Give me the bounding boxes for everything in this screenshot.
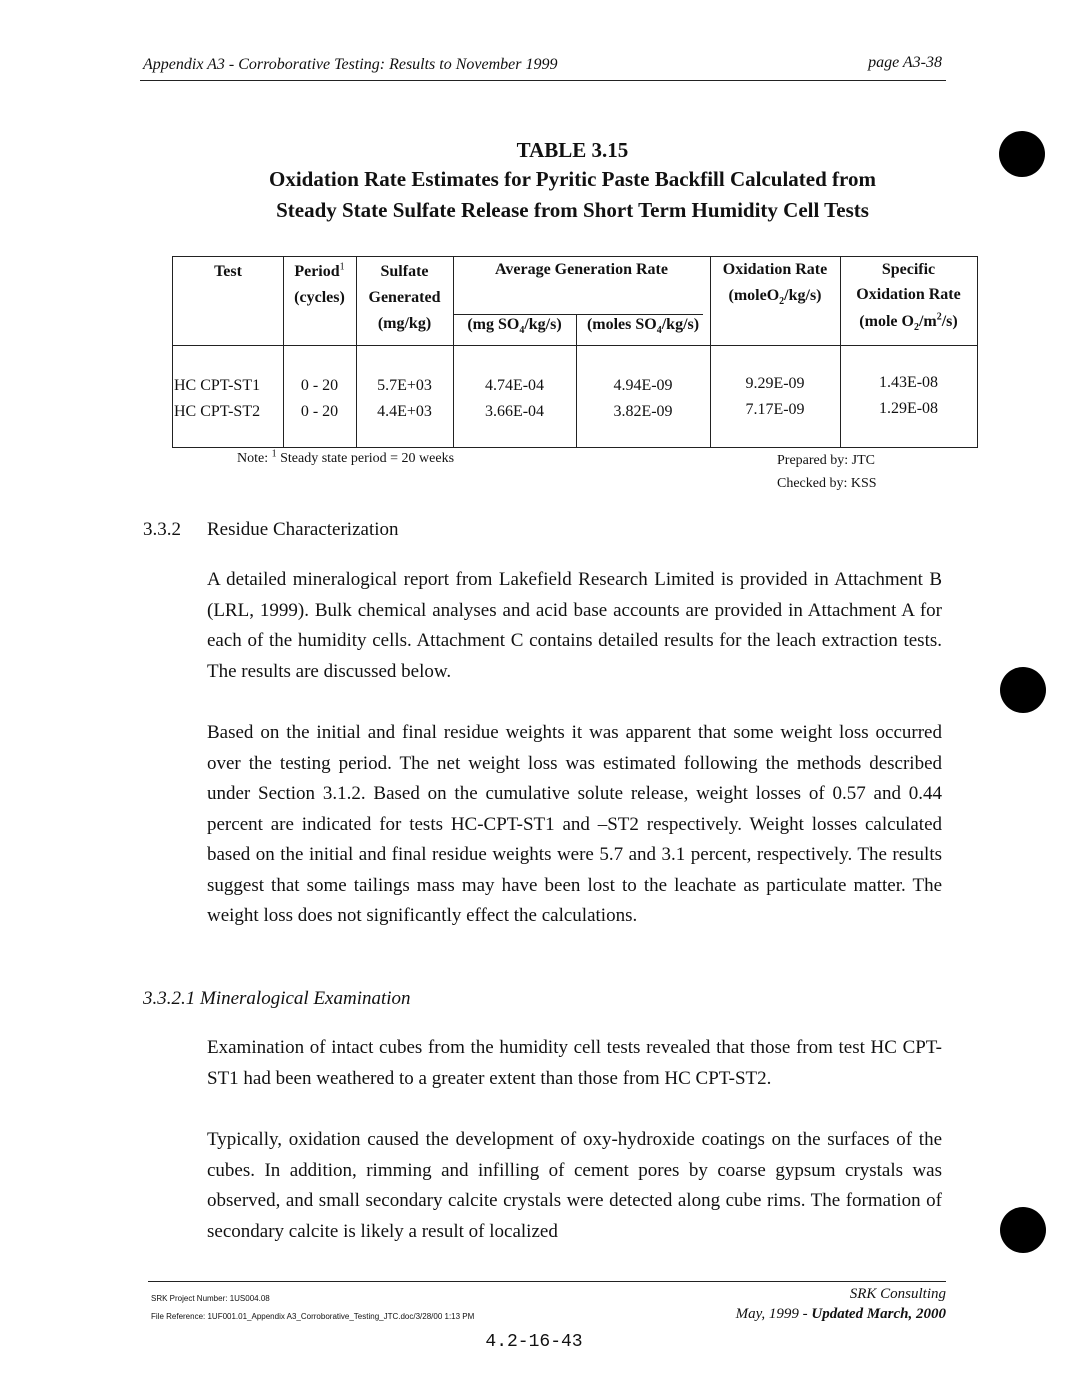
header-spec-unit-mid: /m xyxy=(918,313,937,330)
header-average-rate: Average Generation Rate xyxy=(495,261,668,278)
header-spec-unit-sup: 2 xyxy=(936,311,942,323)
header-avg-mg-b: /kg/s) xyxy=(524,316,562,333)
table-caption-line-1: Oxidation Rate Estimates for Pyritic Paste Backfill Calculated from xyxy=(269,167,876,191)
header-spec-unit-b: /s) xyxy=(941,313,958,330)
paragraph-3: Examination of intact cubes from the humidity cell tests revealed that those from test HC CPT-ST1 had been weathered to a greater extent than those from HC CPT-ST2. xyxy=(207,1037,942,1089)
cell-test: HC CPT-ST2 xyxy=(174,403,261,420)
header-period-unit: (cycles) xyxy=(294,289,345,306)
header-spec-unit-sub: 2 xyxy=(913,322,919,334)
footer-company: SRK Consulting xyxy=(849,1286,946,1302)
subsection-title: 3.3.2.1 Mineralogical Examination xyxy=(143,988,411,1009)
cell-avg-mg: 4.74E-04 xyxy=(484,377,545,394)
header-specific-2: Oxidation Rate xyxy=(856,286,961,303)
footer-date-updated: Updated March, 2000 xyxy=(811,1306,946,1322)
header-oxidation-unit xyxy=(710,283,840,308)
table-note xyxy=(237,448,455,467)
footer-page-code: 4.2-16-43 xyxy=(485,1332,583,1352)
cell-period: 0 - 20 xyxy=(300,377,339,394)
cell-oxidation: 7.17E-09 xyxy=(745,401,805,418)
header-avg-moles-sub: 4 xyxy=(656,325,662,337)
header-ox-unit-b: /kg/s) xyxy=(784,287,822,304)
header-period xyxy=(283,259,356,284)
table-label: TABLE 3.15 xyxy=(516,138,629,162)
cell-avg-moles: 4.94E-09 xyxy=(613,377,673,394)
note-text: Steady state period = 20 weeks xyxy=(280,451,455,466)
header-spec-unit-a: (mole O xyxy=(859,313,914,330)
oxidation-rate-table xyxy=(172,256,978,448)
binder-hole-mark xyxy=(1000,1207,1046,1253)
cell-specific: 1.43E-08 xyxy=(878,374,939,391)
header-period-footnote: 1 xyxy=(339,261,345,273)
header-avg-moles xyxy=(576,312,710,337)
section-title: Residue Characterization xyxy=(207,519,399,540)
header-ox-unit-sub: 2 xyxy=(779,296,785,308)
table-caption-line-2: Steady State Sulfate Release from Short Term Humidity Cell Tests xyxy=(276,198,869,222)
header-avg-moles-a: (moles SO xyxy=(586,316,657,333)
header-specific-1: Specific xyxy=(881,261,936,278)
footer-rule xyxy=(148,1281,946,1282)
cell-test: HC CPT-ST1 xyxy=(174,377,261,394)
running-header-title: Appendix A3 - Corroborative Testing: Results to November 1999 xyxy=(143,56,558,73)
paragraph-1: A detailed mineralogical report from Lakefield Research Limited is provided in Attachment B (LRL, 1999). Bulk chemical analyses and acid base accounts are provided in Attachment A for each of the humidity cells. Attachment C contains detailed results for the leach extraction tests. The results are discussed below. xyxy=(207,569,942,682)
header-avg-mg-a: (mg SO xyxy=(467,316,520,333)
binder-hole-mark xyxy=(999,131,1045,177)
header-avg-mg xyxy=(453,312,576,337)
header-rule xyxy=(140,80,946,81)
footer-date-original: May, 1999 - xyxy=(735,1306,812,1322)
running-header-page: page A3-38 xyxy=(868,54,942,71)
cell-avg-moles: 3.82E-09 xyxy=(613,403,673,420)
footer-file-reference: File Reference: 1UF001.01_Appendix A3_Corroborative_Testing_JTC.doc/3/28/00 1:13 PM xyxy=(151,1312,475,1321)
header-sulfate-unit: (mg/kg) xyxy=(377,315,432,332)
header-oxidation-rate: Oxidation Rate xyxy=(722,261,828,278)
preparation-credits xyxy=(777,449,877,495)
header-bottom-rule xyxy=(173,345,977,346)
prepared-by: Prepared by: JTC xyxy=(777,453,875,468)
binder-hole-mark xyxy=(1000,667,1046,713)
header-avg-moles-b: /kg/s) xyxy=(661,316,700,333)
header-ox-unit-a: (moleO xyxy=(728,287,780,304)
paragraph-4: Typically, oxidation caused the development of oxy-hydroxide coatings on the surfaces of the cubes. In addition, rimming and infilling of cement pores by coarse gypsum crystals was observed, and small secondary calcite crystals were detected along cube rims. The formation of secondary calcite is likely a result of localized xyxy=(207,1129,942,1242)
cell-avg-mg: 3.66E-04 xyxy=(484,403,545,420)
footer-project-number: SRK Project Number: 1US004.08 xyxy=(151,1294,270,1303)
header-sulfate-1: Sulfate xyxy=(380,263,429,280)
header-avg-mg-sub: 4 xyxy=(519,325,525,337)
cell-sulfate: 5.7E+03 xyxy=(377,377,432,394)
cell-specific: 1.29E-08 xyxy=(878,400,939,417)
cell-sulfate: 4.4E+03 xyxy=(377,403,432,420)
note-prefix: Note: xyxy=(237,451,269,466)
cell-period: 0 - 20 xyxy=(300,403,339,420)
header-period-label: Period xyxy=(294,263,340,280)
header-test: Test xyxy=(214,263,242,280)
header-sulfate-2: Generated xyxy=(368,289,441,306)
section-number: 3.3.2 xyxy=(143,519,181,540)
checked-by: Checked by: KSS xyxy=(777,476,877,491)
paragraph-2: Based on the initial and final residue weights it was apparent that some weight loss occurred over the testing period. The net weight loss was estimated following the methods described under Section 3.1.2. Based on the cumulative solute release, weight losses of 0.57 and 0.44 percent are indicated for tests HC-CPT-ST1 and –ST2 respectively. Weight losses calculated based on the initial and final residue weights were 5.7 and 3.1 percent, respectively. The results suggest that some tailings mass may have been lost to the leachate as particulate matter. The weight loss does not significantly effect the calculations. xyxy=(207,722,942,926)
note-footnote: 1 xyxy=(271,448,277,460)
header-specific-unit xyxy=(840,309,977,334)
cell-oxidation: 9.29E-09 xyxy=(745,375,805,392)
footer-date xyxy=(736,1306,946,1323)
